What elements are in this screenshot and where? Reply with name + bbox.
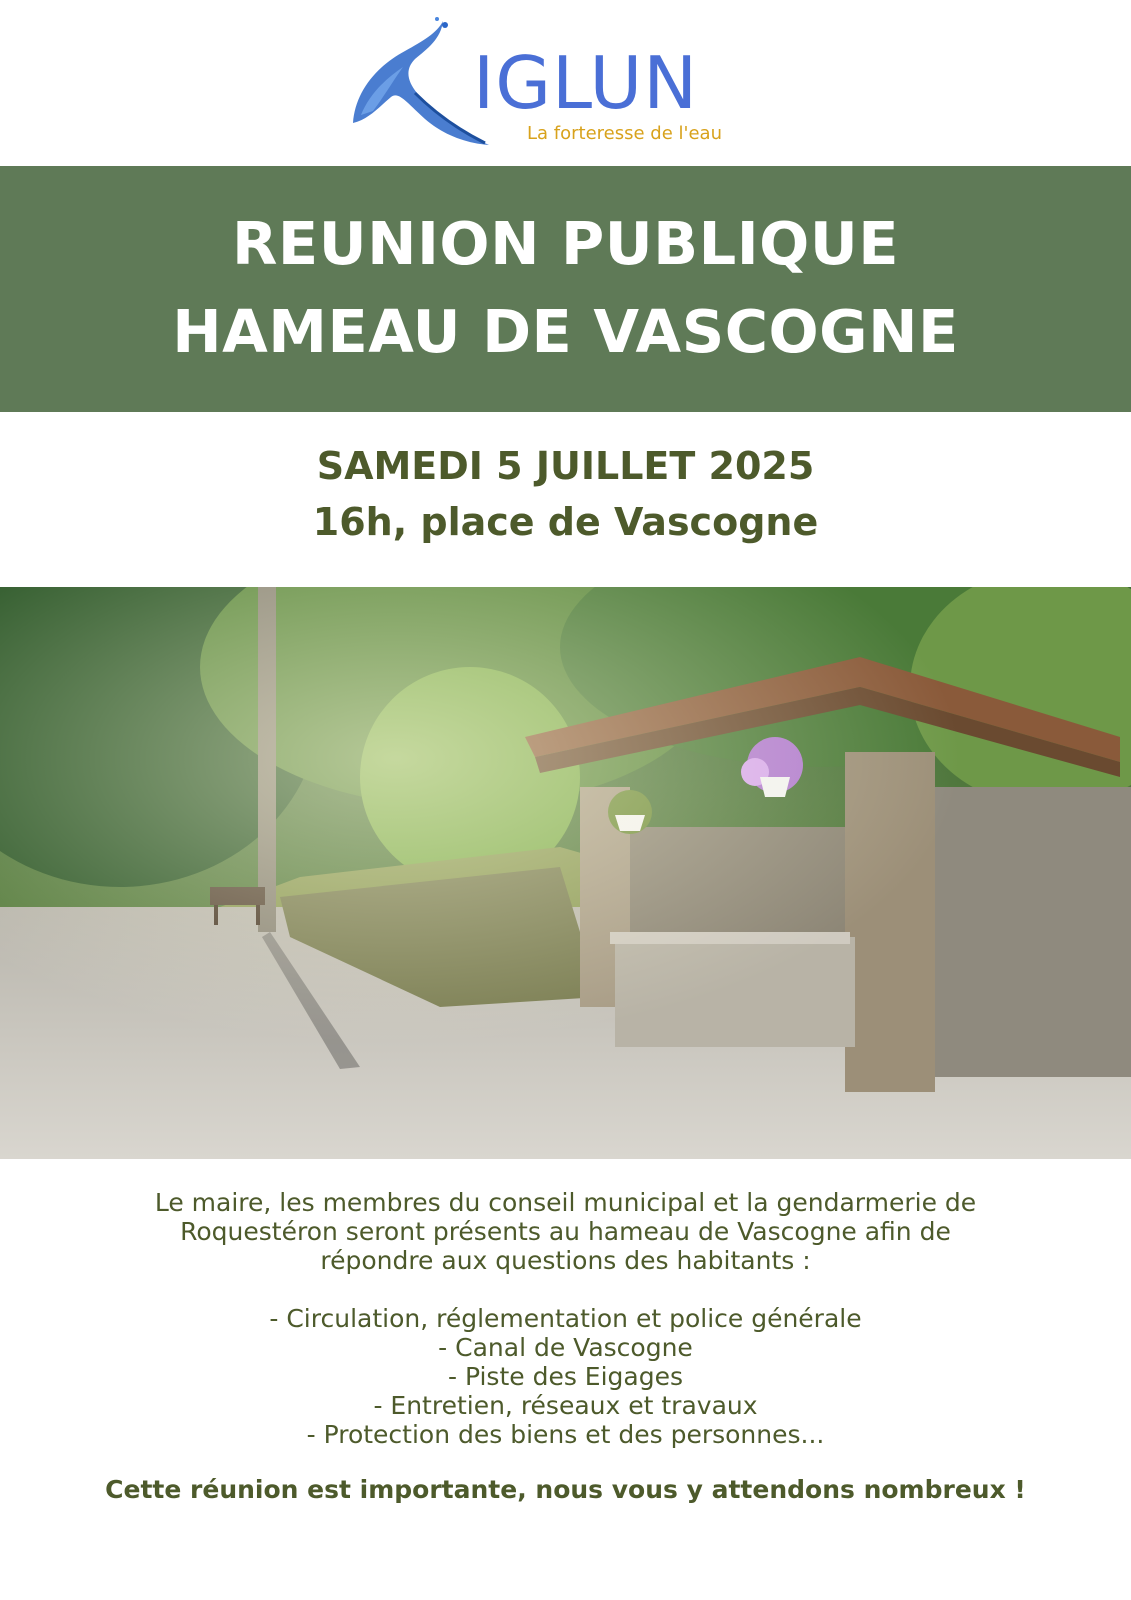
intro-line-1: Le maire, les membres du conseil municipal et la gendarmerie de (154, 1188, 977, 1217)
event-details (0, 438, 1131, 550)
logo-tagline: La forteresse de l'eau (527, 123, 722, 144)
iglun-logo (345, 15, 765, 155)
list-item: - Piste des Eigages (447, 1362, 684, 1391)
event-time-place: 16h, place de Vascogne (312, 500, 819, 544)
intro-line-2: Roquestéron seront présents au hameau de Vascogne afin de (180, 1217, 951, 1246)
list-item: - Canal de Vascogne (438, 1333, 693, 1362)
banner-title-line-2: HAMEAU DE VASCOGNE (172, 297, 959, 366)
list-item: - Entretien, réseaux et travaux (373, 1391, 758, 1420)
lavoir-vascogne-photo (0, 587, 1131, 1159)
intro-line-3: répondre aux questions des habitants : (320, 1246, 811, 1275)
banner-title-line-1: REUNION PUBLIQUE (231, 209, 900, 278)
list-item: - Protection des biens et des personnes... (306, 1420, 825, 1449)
list-item: - Circulation, réglementation et police générale (269, 1304, 862, 1333)
logo-wordmark: IGLUN (473, 41, 699, 125)
topics-list (60, 1304, 1071, 1449)
closing-sentence: Cette réunion est importante, nous vous y attendons nombreux ! (105, 1475, 1026, 1504)
intro-paragraph (60, 1188, 1071, 1275)
event-date: SAMEDI 5 JUILLET 2025 (316, 444, 815, 488)
title-banner (0, 166, 1131, 412)
meeting-description (60, 1188, 1071, 1504)
